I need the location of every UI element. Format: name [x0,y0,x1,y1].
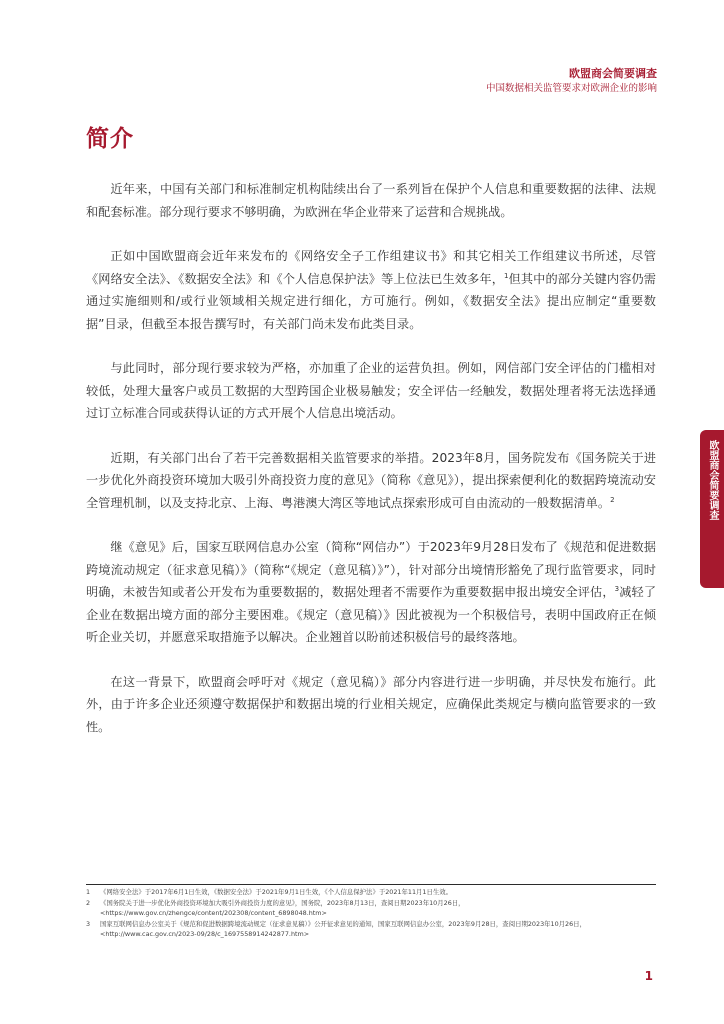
paragraph-4-text-a: 近期，有关部门出台了若干完善数据相关监管要求的举措。2023年8月，国务院发布《国务院关于进一步优化外商投资环境加大吸引外商投资力度的意见》（简称《意见》），提出探索便利化的数据跨境流动安全管理机制，以及支持北京、上海、粤港澳大湾区等地试点探索形成可自由流动的一般数据清单。 [86,450,656,510]
page-title: 简介 [86,126,134,152]
paragraph-5-text-b: 减轻了企业在数据出境方面的部分主要困难。《规定（意见稿）》因此被视为一个积极信号，表明中国政府正在倾听企业关切，并愿意采取措施予以解决。企业翘首以盼前述积极信号的最终落地。 [86,585,657,644]
footnote-number: 3 [86,919,91,928]
paragraph-5-text-a: 继《意见》后，国家互联网信息办公室（简称“网信办”）于2023年9月28日发布了《规范和促进数据跨境流动规定（征求意见稿）》（简称“《规定（意见稿）》”），针对部分出境情形豁免了现行监管要求，同时明确，未被告知或者公开发布为重要数据的，数据处理者不需要作为重要数据申报出境安全评估， [86,540,656,599]
body-text [86,178,656,760]
paragraph-3-text: 与此同时，部分现行要求较为严格，亦加重了企业的运营负担。例如，网信部门安全评估的门槛相对较低，处理大量客户或员工数据的大型跨国企业极易触发；安全评估一经触发，数据处理者将无法选择通过订立标准合同或获得认证的方式开展个人信息出境活动。 [86,361,656,420]
footnote-ref-2[interactable]: 2 [610,495,615,504]
footnote-text: 《网络安全法》于2017年6月1日生效，《数据安全法》于2021年9月1日生效，《个人信息保护法》于2021年11月1日生效。 [100,888,453,896]
paragraph-4 [86,447,656,515]
footnote-text: 国家互联网信息办公室关于《规范和促进数据跨境流动规定（征求意见稿）》公开征求意见的通知，国家互联网信息办公室，2023年9月28日，查阅日期2023年10月26日，<http://www.cac.gov.cn/2023-09/28/c_1697558914242877.htm> [100,919,586,938]
footnote-number: 1 [86,888,91,896]
running-header [486,67,657,95]
header-subtitle: 中国数据相关监管要求对欧洲企业的影响 [485,83,657,94]
paragraph-2-text-a: 正如中国欧盟商会近年来发布的《网络安全子工作组建议书》和其它相关工作组建议书所述，尽管《网络安全法》、《数据安全法》和《个人信息保护法》等上位法已生效多年， [86,249,656,286]
footnote-1 [86,887,656,898]
paragraph-6-text: 在这一背景下，欧盟商会呼吁对《规定（意见稿）》部分内容进行进一步明确，并尽快发布施行。此外，由于许多企业还须遵守数据保护和数据出境的行业相关规定，应确保此类规定与横向监管要求的一致性。 [86,674,656,734]
paragraph-2-text-b: 但其中的部分关键内容仍需通过实施细则和/或行业领域相关规定进行细化，方可施行。例如，《数据安全法》提出应制定“重要数据”目录，但截至本报告撰写时，有关部门尚未发布此类目录。 [86,271,656,331]
footnote-ref-1[interactable]: 1 [504,271,509,280]
side-tab-label: 欧盟商会简要调查 [707,440,718,520]
paragraph-5 [86,536,656,649]
footnote-text: 《国务院关于进一步优化外商投资环境加大吸引外商投资力度的意见》，国务院，2023年8月13日，查阅日期2023年10月26日，<https://www.gov.cn/zhengce/content/202308/content_6898048.htm> [100,898,465,917]
footnote-number: 2 [86,898,91,907]
page-number: 1 [644,969,653,983]
side-tab[interactable] [700,430,724,588]
paragraph-6 [86,671,656,739]
paragraph-2 [86,245,656,335]
footnote-3 [86,919,656,940]
footnotes [86,884,656,940]
paragraph-1-text: 近年来，中国有关部门和标准制定机构陆续出台了一系列旨在保护个人信息和重要数据的法律、法规和配套标准。部分现行要求不够明确，为欧洲在华企业带来了运营和合规挑战。 [86,182,656,219]
footnote-2 [86,898,656,919]
header-title: 欧盟商会简要调查 [569,67,657,80]
paragraph-1 [86,178,656,223]
paragraph-3 [86,357,656,425]
footnote-ref-3[interactable]: 3 [614,584,620,593]
